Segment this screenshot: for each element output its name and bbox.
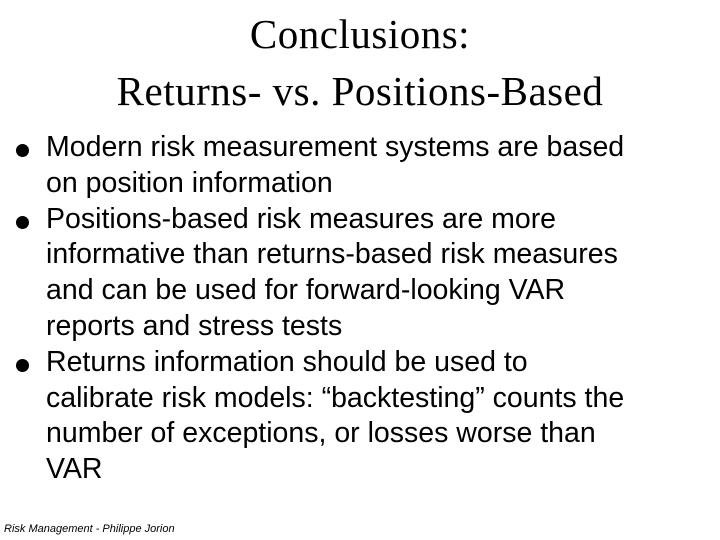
- bullet-3-line-4: VAR: [46, 453, 103, 486]
- bullet-item-3: [16, 345, 716, 488]
- slide-footer: Risk Management - Philippe Jorion: [4, 523, 175, 535]
- bullet-dot-icon: [16, 144, 29, 157]
- bullet-1-line-2: on position information: [46, 166, 333, 199]
- bullet-2-line-4: reports and stress tests: [46, 309, 343, 342]
- bullet-2-line-2: informative than returns-based risk measures: [46, 238, 618, 271]
- bullet-2-line-1: Positions-based risk measures are more: [46, 202, 557, 235]
- slide-title: [0, 6, 720, 120]
- bullet-dot-icon: [16, 216, 29, 229]
- bullet-item-1: [16, 130, 716, 202]
- bullet-dot-icon: [16, 359, 29, 372]
- bullet-list: [16, 130, 716, 488]
- bullet-item-2: [16, 202, 716, 345]
- bullet-3-line-1: Returns information should be used to: [46, 345, 528, 378]
- bullet-3-line-3: number of exceptions, or losses worse than: [46, 417, 596, 450]
- bullet-2-line-3: and can be used for forward-looking VAR: [46, 274, 566, 307]
- slide-title-line-2: Returns- vs. Positions-Based: [116, 68, 604, 114]
- bullet-1-line-1: Modern risk measurement systems are based: [46, 131, 625, 163]
- slide-title-line-1: Conclusions:: [249, 11, 471, 57]
- bullet-3-line-2: calibrate risk models: “backtesting” counts the: [46, 381, 625, 414]
